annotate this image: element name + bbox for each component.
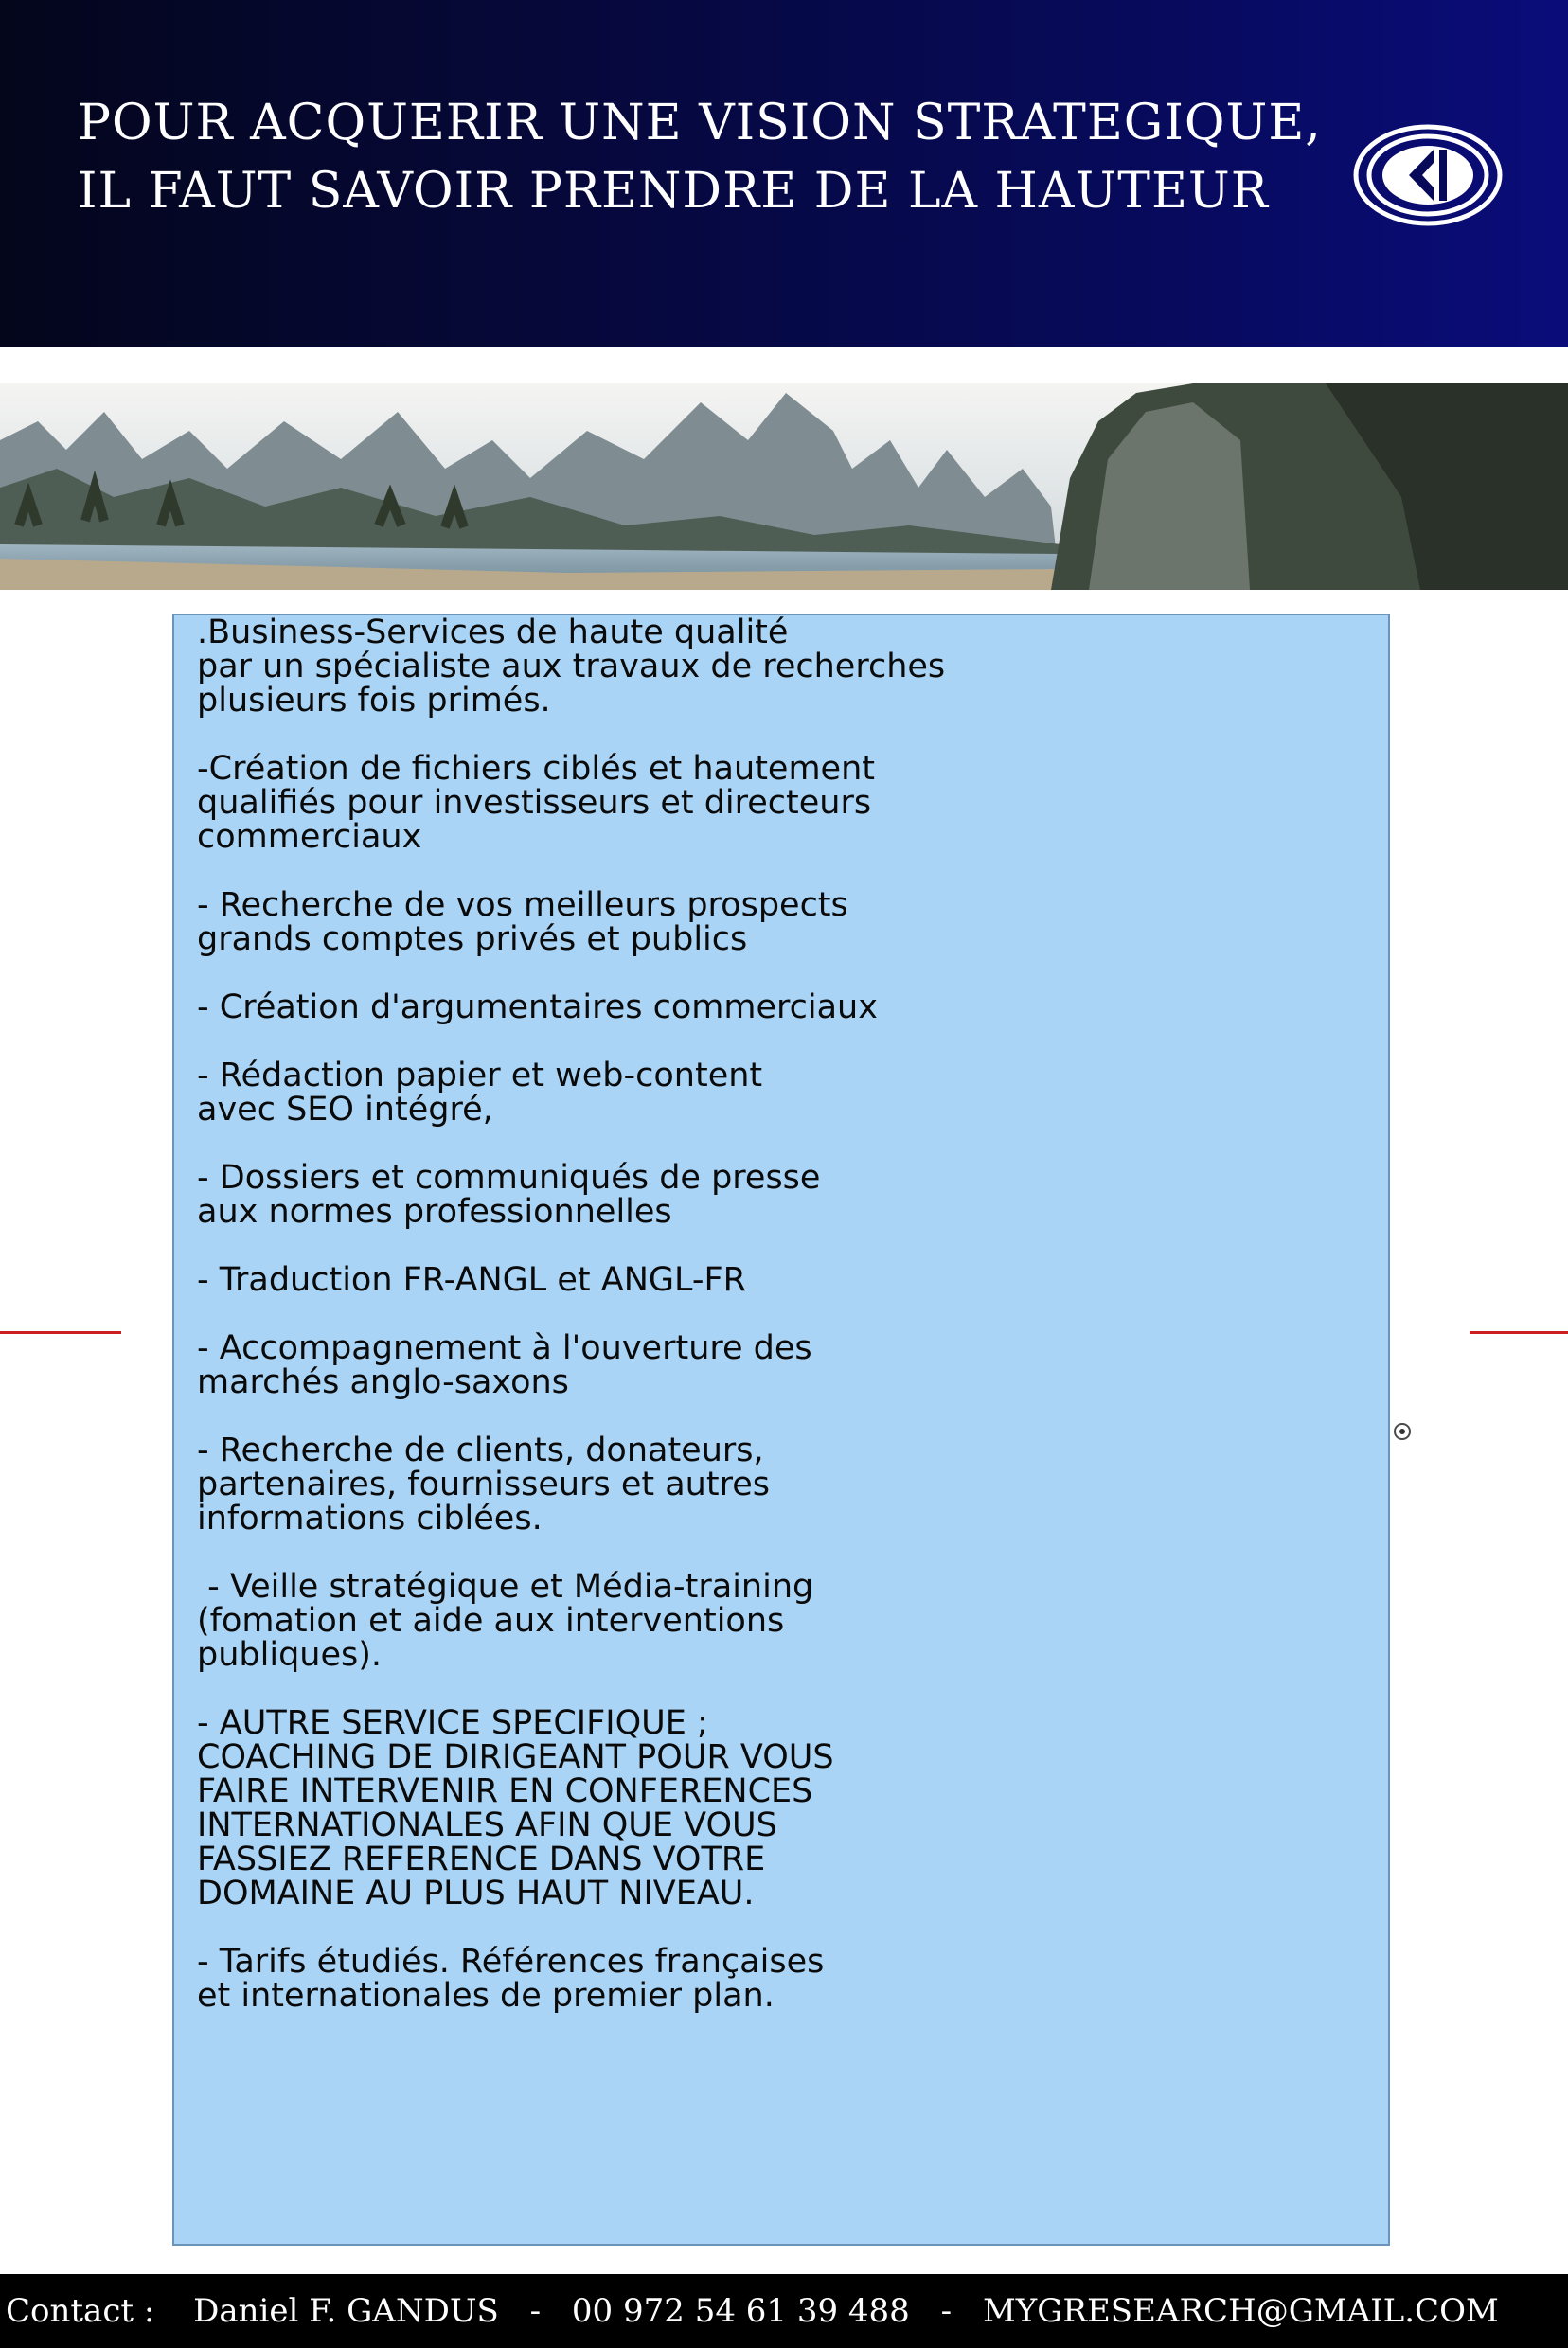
service-item-press: - Dossiers et communiqués de presse aux normes professionnelles — [197, 1159, 821, 1231]
service-item-sales-arguments: - Création d'argumentaires commerciaux — [197, 988, 878, 1026]
contact-name: Daniel F. GANDUS — [193, 2292, 499, 2330]
contact-label: Contact : — [6, 2292, 155, 2330]
separator: - — [940, 2292, 953, 2330]
headline-line-2: IL FAUT SAVOIR PRENDRE DE LA HAUTEUR — [78, 163, 1269, 220]
contact-footer — [0, 2274, 1568, 2348]
service-item-media-training: - Veille stratégique et Média-training (fomation et aide aux interventions publiques). — [197, 1568, 814, 1674]
anchor-marker-icon — [1394, 1423, 1411, 1440]
accent-line-right — [1470, 1331, 1568, 1334]
contact-phone[interactable]: 00 972 54 61 39 488 — [571, 2292, 910, 2330]
service-item-coaching: - AUTRE SERVICE SPECIFIQUE ; COACHING DE DIRIGEANT POUR VOUS FAIRE INTERVENIR EN CONFERENCES INTERNATIONALES AFIN QUE VOUS FASSIEZ REFERENCE DANS VOTRE DOMAINE AU PLUS HAUT NIVEAU. — [197, 1704, 834, 1912]
service-item-anglo-markets: - Accompagnement à l'ouverture des marchés anglo-saxons — [197, 1329, 812, 1401]
service-item-intro: .Business-Services de haute qualité par un spécialiste aux travaux de recherches plusieurs fois primés. — [197, 614, 946, 720]
separator: - — [529, 2292, 542, 2330]
service-item-writing: - Rédaction papier et web-content avec SEO intégré, — [197, 1057, 763, 1129]
services-text-box — [172, 614, 1390, 2246]
circular-arrow-logo-icon — [1352, 123, 1504, 227]
accent-line-left — [0, 1331, 121, 1334]
service-item-target-files: -Création de fichiers ciblés et hautement qualifiés pour investisseurs et directeurs commerciaux — [197, 750, 875, 856]
service-item-translation: - Traduction FR-ANGL et ANGL-FR — [197, 1261, 746, 1299]
contact-email-link[interactable]: MYGRESEARCH@GMAIL.COM — [982, 2292, 1499, 2330]
header-banner — [0, 0, 1568, 347]
service-item-pricing: - Tarifs étudiés. Références françaises et internationales de premier plan. — [197, 1943, 825, 2015]
service-item-prospects: - Recherche de vos meilleurs prospects grands comptes privés et publics — [197, 886, 848, 958]
service-item-client-research: - Recherche de clients, donateurs, partenaires, fournisseurs et autres informations ciblées. — [197, 1432, 770, 1538]
headline-line-1: POUR ACQUERIR UNE VISION STRATEGIQUE, — [78, 95, 1322, 151]
landscape-banner-image — [0, 383, 1568, 590]
